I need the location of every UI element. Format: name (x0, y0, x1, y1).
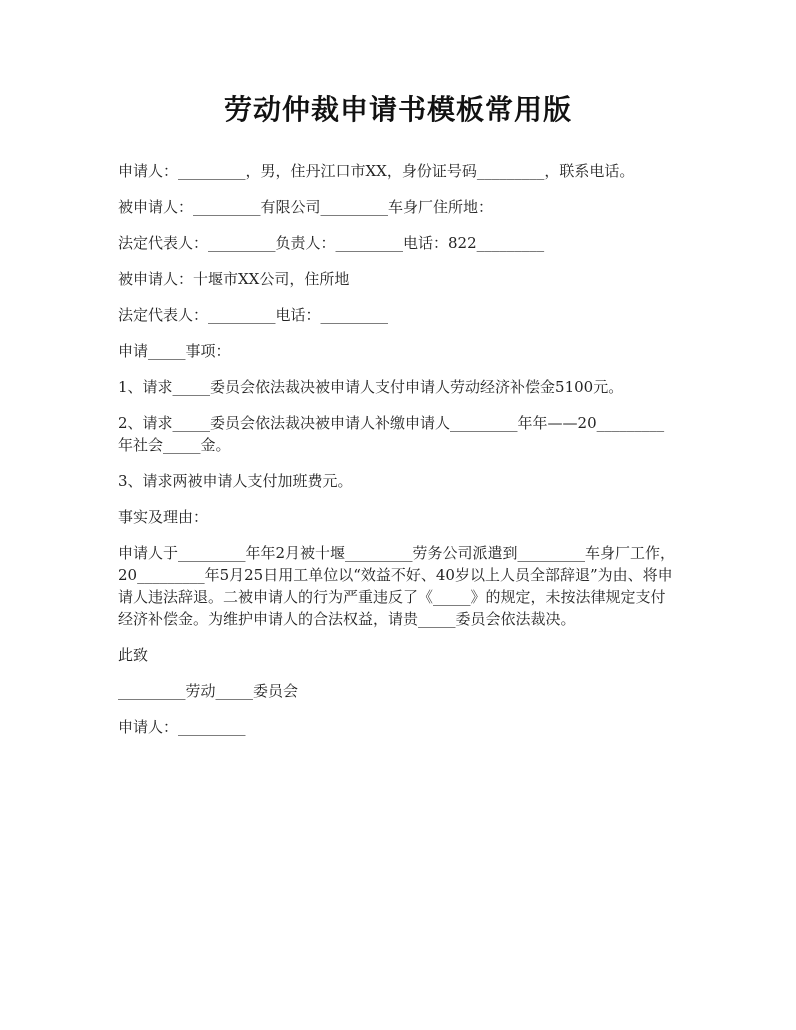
respondent-2-representative-line: 法定代表人：_________电话：_________ (118, 306, 389, 324)
salutation: 此致 (118, 646, 149, 664)
request-item-2: 2、请求_____委员会依法裁决被申请人补缴申请人_________年年——20_________年社会_____金。 (118, 414, 665, 454)
facts-reasons-paragraph: 申请人于_________年年2月被十堰_________劳务公司派遣到_________车身厂工作，20_________年5月25日用工单位以“效益不好、40岁以上人员全部辞退”为由、将申请人违法辞退。二被申请人的行为严重违反了《_____》的规定，未按法律规定支付经济补偿金。为维护申请人的合法权益，请贵_____委员会依法裁决。 (118, 544, 676, 628)
respondent-2-line: 被申请人：十堰市XX公司，住所地 (118, 270, 350, 288)
addressee-committee: _________劳动_____委员会 (118, 682, 299, 700)
document-title: 劳动仲裁申请书模板常用版 (223, 93, 572, 126)
applicant-signature-line: 申请人：_________ (118, 718, 246, 736)
request-item-1: 1、请求_____委员会依法裁决被申请人支付申请人劳动经济补偿金5100元。 (118, 378, 624, 396)
applicant-line: 申请人：_________，男，住丹江口市XX，身份证号码_________，联系电话。 (118, 162, 635, 180)
respondent-1-representative-line: 法定代表人：_________负责人：_________电话：822_________ (118, 234, 545, 252)
respondent-1-line: 被申请人：_________有限公司_________车身厂住所地： (118, 198, 494, 216)
request-item-3: 3、请求两被申请人支付加班费元。 (118, 472, 353, 490)
request-items-heading: 申请_____事项： (118, 342, 231, 360)
facts-reasons-heading: 事实及理由： (118, 508, 209, 526)
